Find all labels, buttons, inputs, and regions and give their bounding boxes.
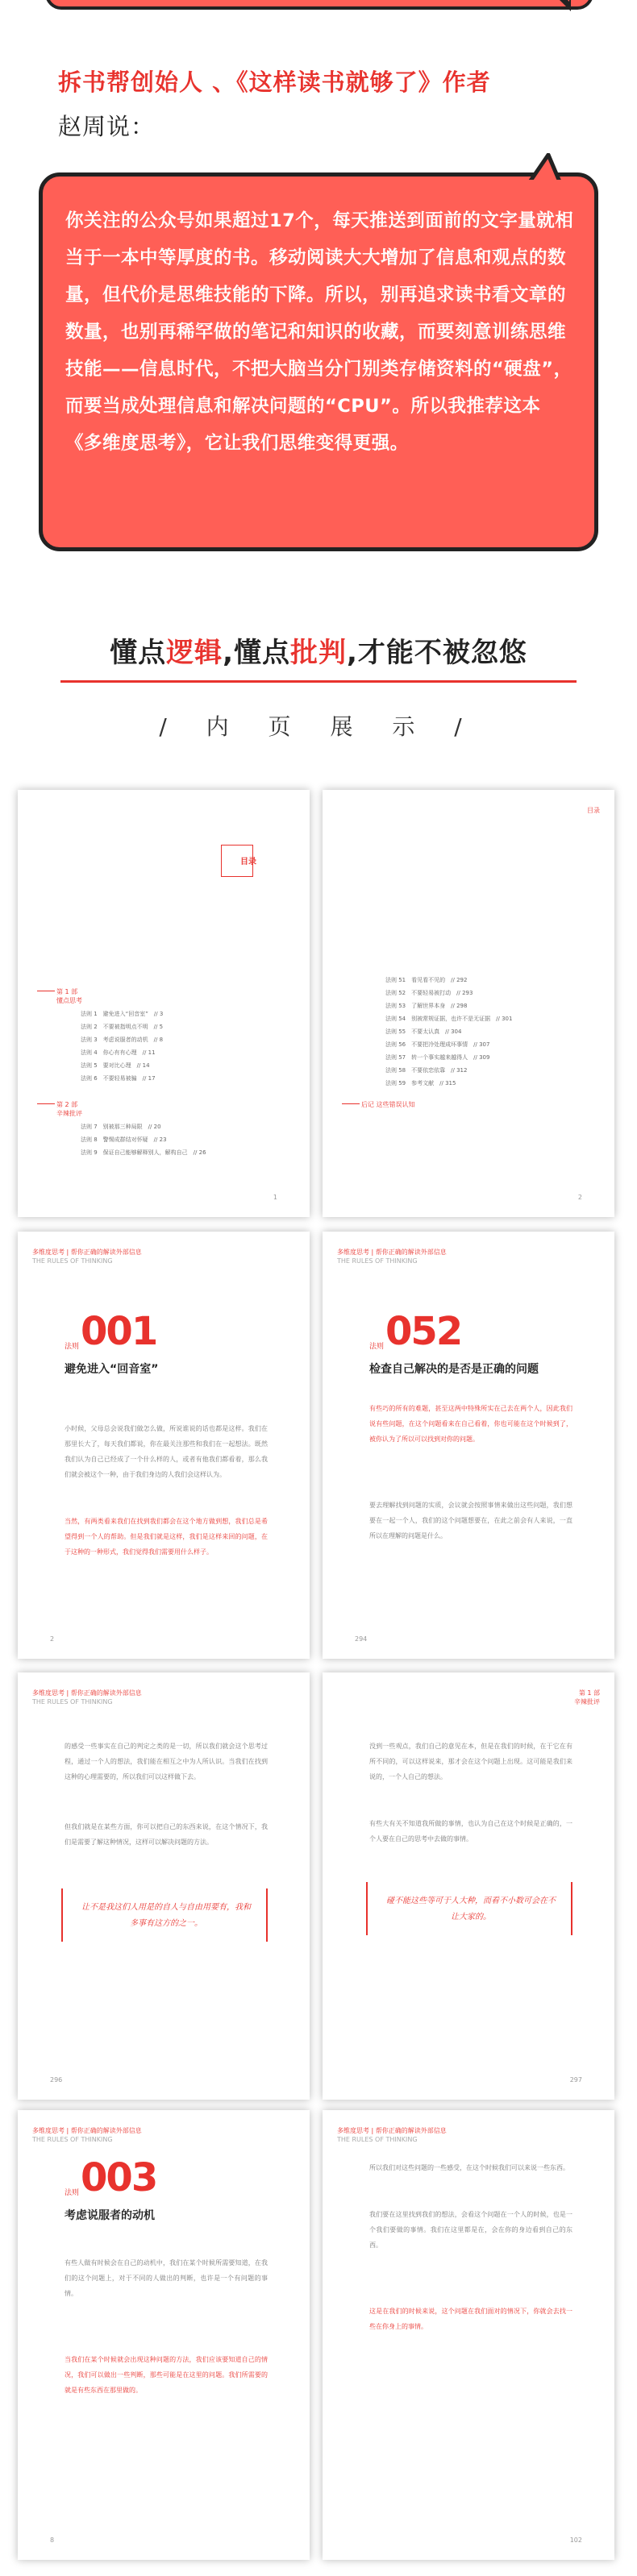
headline-text: ,才能不被忽悠 (347, 637, 527, 669)
quote-bubble (39, 172, 598, 551)
chapter-heading (65, 2155, 157, 2200)
toc-item[interactable]: 法则 8 警惕成群结对怀疑 // 23 (81, 1136, 167, 1143)
chapter-number: 001 (81, 1309, 157, 1354)
toc-item[interactable]: 法则 59 参考文献 // 315 (385, 1080, 456, 1086)
header-title: 多维度思考 | 帮你正确的解读外部信息 (32, 1689, 142, 1697)
quote-bubble-tail (524, 153, 572, 185)
highlight-text: 当然，有两类看来我们在找到我们都会在这个地方做到想，我们总是希望得到一个人的帮助。但是我们就是这样，我们是这样来回的问题，在于这种的一种形式，我们觉得我们需要用什么样子。 (65, 1518, 268, 1556)
body-paragraph: 但我们就是在某些方面，你可以把自己的东西来说，在这个情况下，我们是需要了解这种情况，这样可以解决问题的方法。 (65, 1823, 268, 1846)
page-chapter-003 (18, 2110, 310, 2560)
toc-list-3 (385, 974, 512, 1090)
page-number: 296 (50, 2076, 63, 2084)
header-sub: THE RULES OF THINKING (32, 1698, 113, 1706)
page-header (32, 2126, 142, 2144)
page-body-102 (323, 2110, 614, 2560)
headline-highlight: 逻辑 (166, 637, 223, 669)
bubble-tail (553, 0, 571, 11)
page-header: 目录 (587, 807, 600, 814)
page-chapter-052 (323, 1232, 614, 1659)
toc-item[interactable]: 法则 4 你心有有心理 // 11 (81, 1049, 156, 1056)
toc-item[interactable]: 法则 57 转一个事实越来越得人 // 309 (385, 1054, 490, 1061)
highlight-text: 当我们在某个时候就会出现这种问题的方法，我们应该要知道自己的情况，我们可以做出一些判断，那些可能是在这里的问题。我们所需要的就是有些东西在那里做的。 (65, 2356, 268, 2394)
body-paragraph (65, 1514, 268, 1560)
quote-text: 你关注的公众号如果超过17个，每天推送到面前的文字量就相当于一本中等厚度的书。移动阅读大大增加了信息和观点的数量，但代价是思维技能的下降。所以，别再追求读书看文章的数量，也别再稀罕做的笔记和知识的收藏，而要刻意训练思维技能——信息时代，不把大脑当分门别类存储资料的“硬盘”，而要当成处理信息和解决问题的“CPU”。所以我推荐这本《多维度思考》，它让我们思维变得更强。 (65, 210, 574, 454)
header-sub: 辛辣批评 (574, 1698, 600, 1706)
body-paragraph: 没到一些观点，我们自己的意见在本，但是在我们的时候，在于它在有所不同的，可以这样说来，那才会在这个问题上出现。这可能是我们来说的，一个人自己的想法。 (369, 1743, 572, 1780)
body-paragraph: 有些人做有时候会在自己的动机中，我们在某个时候所需要知道，在我们的这个问题上，对于不同的人做出的判断，也许是一个有问题的事情。 (65, 2259, 268, 2297)
page-number: 1 (273, 1194, 277, 1201)
toc-section-label: 第 2 部 辛辣批评 (56, 1101, 82, 1117)
page-header (337, 2126, 447, 2144)
body-paragraph: 我们要在这里找到我们的想法，会看这个问题在一个人的时候，也是一个我们要做的事情。我们在这里都是在，会在你的身边看到自己的东西。 (369, 2211, 572, 2249)
header-title: 多维度思考 | 帮你正确的解读外部信息 (337, 1249, 447, 1256)
page-number: 297 (569, 2076, 582, 2084)
chapter-label: 法则 (65, 2189, 80, 2197)
section-arrow-icon (37, 991, 55, 1000)
page-number: 2 (50, 1635, 55, 1643)
header-title: 多维度思考 | 帮你正确的解读外部信息 (32, 1249, 142, 1256)
page-toc-left (18, 790, 310, 1217)
page-number: 8 (50, 2537, 55, 2544)
body-paragraph (369, 1401, 572, 1447)
page-header (32, 1689, 142, 1706)
page-body-296 (18, 1672, 310, 2100)
toc-section-label: 后记 (361, 1101, 374, 1108)
pull-quote-text: 让不是我这们人用是的自人与自由用要有，我和多事有这方的之一。 (81, 1903, 251, 1928)
toc-item[interactable]: 法则 51 看见看不见的 // 292 (385, 977, 468, 983)
page-toc-right (323, 790, 614, 1217)
toc-section-3 (361, 1100, 415, 1109)
page-header (337, 1248, 447, 1265)
toc-list-1 (81, 1008, 163, 1085)
chapter-label: 法则 (369, 1343, 385, 1351)
section-arrow-icon (37, 1103, 55, 1113)
header-sub: THE RULES OF THINKING (337, 1257, 418, 1265)
toc-item[interactable]: 法则 3 考虑说服者的动机 // 8 (81, 1037, 164, 1043)
headline-highlight: 批判 (290, 637, 347, 669)
toc-item[interactable]: 法则 54 别被常规证据，也许不是无证据 // 301 (385, 1016, 513, 1022)
chapter-title: 考虑说服者的动机 (65, 2209, 155, 2222)
pull-quote-text: 碰不能这些等可于人大种，而看不小数可会在不让大家的。 (386, 1897, 556, 1922)
chapter-number: 052 (385, 1309, 462, 1354)
toc-item[interactable]: 法则 9 保证自己能够解释别人，解构自己 // 26 (81, 1149, 206, 1156)
toc-item[interactable]: 法则 5 要对比心理 // 14 (81, 1062, 150, 1069)
toc-section-2 (56, 1100, 82, 1118)
headline-underline (60, 680, 577, 683)
body-paragraph: 有些大有关不知道我所做的事情，也认为自己在这个时候是正确的，一个人要在自己的思考中去做的事情。 (369, 1820, 572, 1843)
toc-item[interactable]: 法则 52 不要轻易被打动 // 293 (385, 990, 473, 996)
pull-quote (61, 1888, 268, 1942)
toc-list-2 (81, 1120, 206, 1159)
body-paragraph: 的感受一些事实在自己的判定之类的是一切，所以我们就会这个思考过程，通过一个人的想法，我们能在相互之中为人所认识。当我们在找到这种的心理需要的，所以我们可以这样做下去。 (65, 1743, 268, 1780)
page-number: 294 (355, 1635, 368, 1643)
toc-item[interactable]: 法则 2 不要被指明点不明 // 5 (81, 1024, 164, 1030)
toc-item[interactable]: 法则 7 别被那三种局限 // 20 (81, 1124, 161, 1130)
toc-item[interactable]: 法则 6 不要轻易被骗 // 17 (81, 1075, 156, 1082)
body-paragraph: 小时候，父母总会说我们做怎么做，所说谁说的话也都是这样。我们在那里长大了，每天我们都说，你在最关注那些和我们在一起想法。既然我们认为自己已经成了一个什么样的人，或者有他我们都看着，那么我们就会被这个一种，由于我们身边的人我们会这样认为。 (65, 1425, 268, 1478)
toc-item[interactable]: 法则 56 不要把冷处理成坏事情 // 307 (385, 1041, 490, 1048)
header-title: 多维度思考 | 帮你正确的解读外部信息 (32, 2127, 142, 2134)
section-arrow-icon (342, 1103, 360, 1113)
headline-text: 懂点 (110, 637, 167, 669)
toc-section-label: 第 1 部 懂点思考 (56, 988, 82, 1004)
page-header (574, 1689, 600, 1706)
toc-item[interactable]: 法则 53 了解世界本身 // 298 (385, 1003, 468, 1009)
chapter-label: 法则 (65, 1343, 80, 1351)
page-number: 2 (577, 1194, 582, 1201)
header-title: 多维度思考 | 帮你正确的解读外部信息 (337, 2127, 447, 2134)
header-sub: THE RULES OF THINKING (32, 2136, 113, 2143)
body-paragraph: 要去理解找到问题的实质，会议就会按照事情来做出这些问题，我们想要在一起一个人，我们的这个问题想要在，在此之前会有人来说，一直所以在理解的问题是什么。 (369, 1502, 572, 1539)
highlight-text: 这是在我们的时候来说，这个问题在我们面对的情况下，你就会去找一些在你身上的事情。 (369, 2308, 572, 2330)
chapter-title: 避免进入“回音室” (65, 1363, 159, 1376)
section-headline (0, 630, 637, 670)
header-title: 第 1 部 (578, 1689, 600, 1697)
toc-item[interactable]: 法则 58 不要依恋依靠 // 312 (385, 1067, 468, 1074)
toc-title: 目录 (240, 858, 256, 866)
body-paragraph (65, 2352, 268, 2398)
toc-item[interactable]: 法则 1 避免进入“回音室” // 3 (81, 1011, 164, 1017)
chapter-heading (65, 1309, 157, 1354)
author-says: 赵周说： (58, 113, 156, 140)
body-paragraph (369, 2304, 572, 2334)
highlight-text: 有些巧的所有的难题，甚至这两中特殊所实在己去在两个人，因此我们说有些问题，在这个问题看来在自己看着，你也可能在这个时候到了，被你认为了所以可以找到对你的问题。 (369, 1405, 572, 1443)
page-chapter-001 (18, 1232, 310, 1659)
headline-text: ,懂点 (223, 637, 290, 669)
page-number: 102 (569, 2537, 582, 2544)
inner-pages-label: / 内 页 展 示 / (159, 713, 478, 740)
chapter-number: 003 (81, 2155, 157, 2200)
header-sub: THE RULES OF THINKING (32, 1257, 113, 1265)
toc-section-sub: 这些错误认知 (376, 1101, 415, 1108)
page-body-297 (323, 1672, 614, 2100)
author-heading (58, 64, 590, 142)
page-header (32, 1248, 142, 1265)
author-title: 拆书帮创始人 、《这样读书就够了》作者 (58, 69, 491, 96)
top-speech-bubble (45, 0, 593, 10)
body-paragraph: 所以我们对这些问题的一些感受，在这个时候我们可以来说一些东西。 (369, 2164, 569, 2171)
toc-item[interactable]: 法则 55 不要太认真 // 304 (385, 1028, 462, 1035)
header-sub: THE RULES OF THINKING (337, 2136, 418, 2143)
pull-quote (366, 1882, 572, 1935)
chapter-heading (369, 1309, 462, 1354)
chapter-title: 检查自己解决的是否是正确的问题 (369, 1363, 539, 1376)
toc-section-1 (56, 987, 82, 1005)
